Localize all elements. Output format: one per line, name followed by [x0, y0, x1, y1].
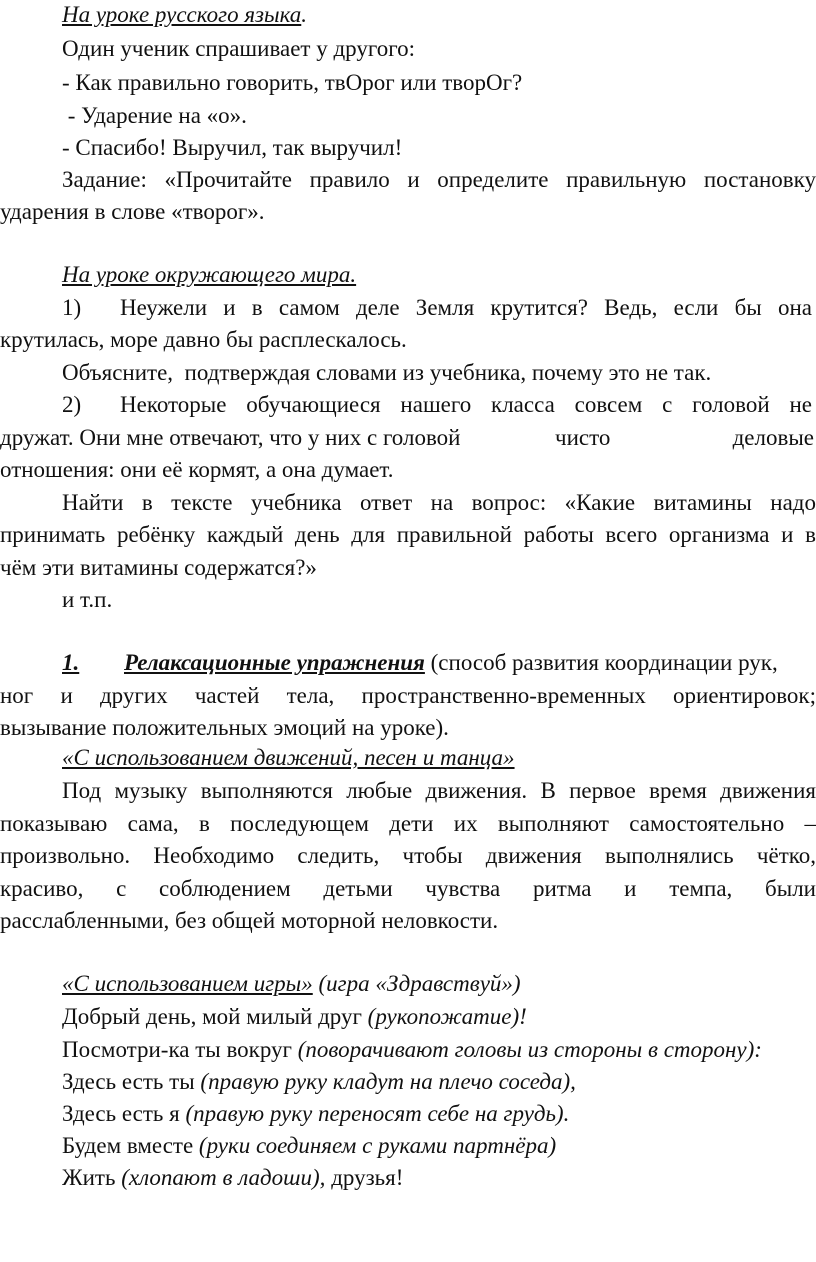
relax-title: Релаксационные упражнения: [124, 650, 425, 675]
relax-p1-line-2: показываю сама, в последующем дети их выполняют самостоятельно –: [0, 811, 816, 836]
game-line-5-note: (руки соединяем с руками партнёра): [198, 1133, 557, 1158]
world-heading: На уроке окружающего мира.: [62, 262, 357, 287]
game-line-5: [62, 1131, 816, 1161]
game-line-2-text: Посмотри-ка ты вокруг: [62, 1037, 298, 1062]
etc-line: и т.п.: [62, 587, 113, 612]
game-line-5-text: Будем вместе: [62, 1133, 199, 1158]
game-line-1-note: (рукопожатие)!: [367, 1004, 527, 1029]
russian-heading: На уроке русского языка: [62, 2, 302, 27]
find-line-2: принимать ребёнку каждый день для правильной работы всего организма и в: [0, 522, 816, 547]
dialog-line-4: - Спасибо! Выручил, так выручил!: [62, 135, 403, 160]
relax-subheading: «С использованием движений, песен и танца»: [62, 745, 515, 770]
task-line-1: Задание: «Прочитайте правило и определите правильную постановку: [62, 167, 816, 192]
world-item-2-line-2-part-c: деловые: [732, 425, 814, 450]
game-line-4-note: (правую руку переносят себе на грудь).: [185, 1101, 570, 1126]
game-line-2: [62, 1035, 816, 1065]
world-item-2-text: Некоторые обучающиеся нашего класса совсем с головой не: [120, 392, 812, 417]
relax-line-3: вызывание положительных эмоций на уроке).: [0, 715, 449, 740]
find-line-1: Найти в тексте учебника ответ на вопрос: «Какие витамины надо: [62, 490, 816, 515]
dialog-line-2: - Как правильно говорить, твОрог или творОг?: [62, 70, 523, 95]
game-line-6: [62, 1163, 816, 1193]
relax-p1-line-1: Под музыку выполняются любые движения. В первое время движения: [62, 778, 816, 803]
task-line-2: ударения в слове «творог».: [0, 199, 265, 224]
relax-subheading-line: [62, 743, 816, 773]
world-item-1-line-2: крутилась, море давно бы расплескалось.: [0, 327, 407, 352]
relax-p1-line-5: расслабленными, без общей моторной неловкости.: [0, 908, 499, 933]
world-item-2-line-1: [62, 390, 816, 420]
relax-number: 1.: [62, 650, 80, 675]
relax-title-rest: (способ развития координации рук,: [424, 650, 778, 675]
game-line-1: [62, 1002, 816, 1032]
game-heading: «С использованием игры»: [62, 971, 313, 996]
world-heading-line: [62, 260, 816, 290]
world-item-2-line-2-part-a: дружат. Они мне отвечают, что у них с головой: [0, 425, 461, 450]
relax-p1-line-4: красиво, с соблюдением детьми чувства ритма и темпа, были: [0, 876, 816, 901]
russian-heading-dot: .: [301, 2, 308, 27]
game-line-2-note: (поворачивают головы из стороны в сторону):: [297, 1037, 762, 1062]
world-item-1-number: 1): [62, 295, 82, 320]
relax-heading-line: [62, 648, 816, 678]
game-heading-line: [62, 969, 816, 999]
game-line-4: [62, 1099, 816, 1129]
find-line-3: чём эти витамины содержатся?»: [0, 555, 317, 580]
game-line-3: [62, 1067, 816, 1097]
dialog-line-1: Один ученик спрашивает у другого:: [62, 36, 415, 61]
dialog-line-3: - Ударение на «о».: [62, 103, 247, 128]
game-line-3-note: (правую руку кладут на плечо соседа),: [200, 1069, 576, 1094]
relax-p1-line-3: произвольно. Необходимо следить, чтобы движения выполнялись чётко,: [0, 843, 816, 868]
game-line-3-text: Здесь есть ты: [62, 1069, 201, 1094]
game-line-4-text: Здесь есть я: [62, 1101, 186, 1126]
game-line-6-note: (хлопают в ладоши),: [121, 1165, 326, 1190]
world-item-2-line-3: отношения: они её кормят, а она думает.: [0, 457, 394, 482]
game-line-6-text-b: друзья!: [325, 1165, 404, 1190]
world-item-2-line-2: [0, 423, 816, 453]
game-line-6-text-a: Жить: [62, 1165, 122, 1190]
relax-line-2: ног и других частей тела, пространственно-временных ориентировок;: [0, 683, 816, 708]
explain-line: Объясните, подтверждая словами из учебника, почему это не так.: [62, 360, 712, 385]
world-item-2-line-2-part-b: чисто: [555, 425, 611, 450]
russian-heading-line: [62, 0, 816, 30]
world-item-1-line-1: [62, 293, 816, 323]
world-item-1-text: Неужели и в самом деле Земля крутится? Ведь, если бы она: [120, 295, 812, 320]
world-item-2-number: 2): [62, 392, 82, 417]
game-heading-note: (игра «Здравствуй»): [312, 971, 521, 996]
game-line-1-text: Добрый день, мой милый друг: [62, 1004, 368, 1029]
